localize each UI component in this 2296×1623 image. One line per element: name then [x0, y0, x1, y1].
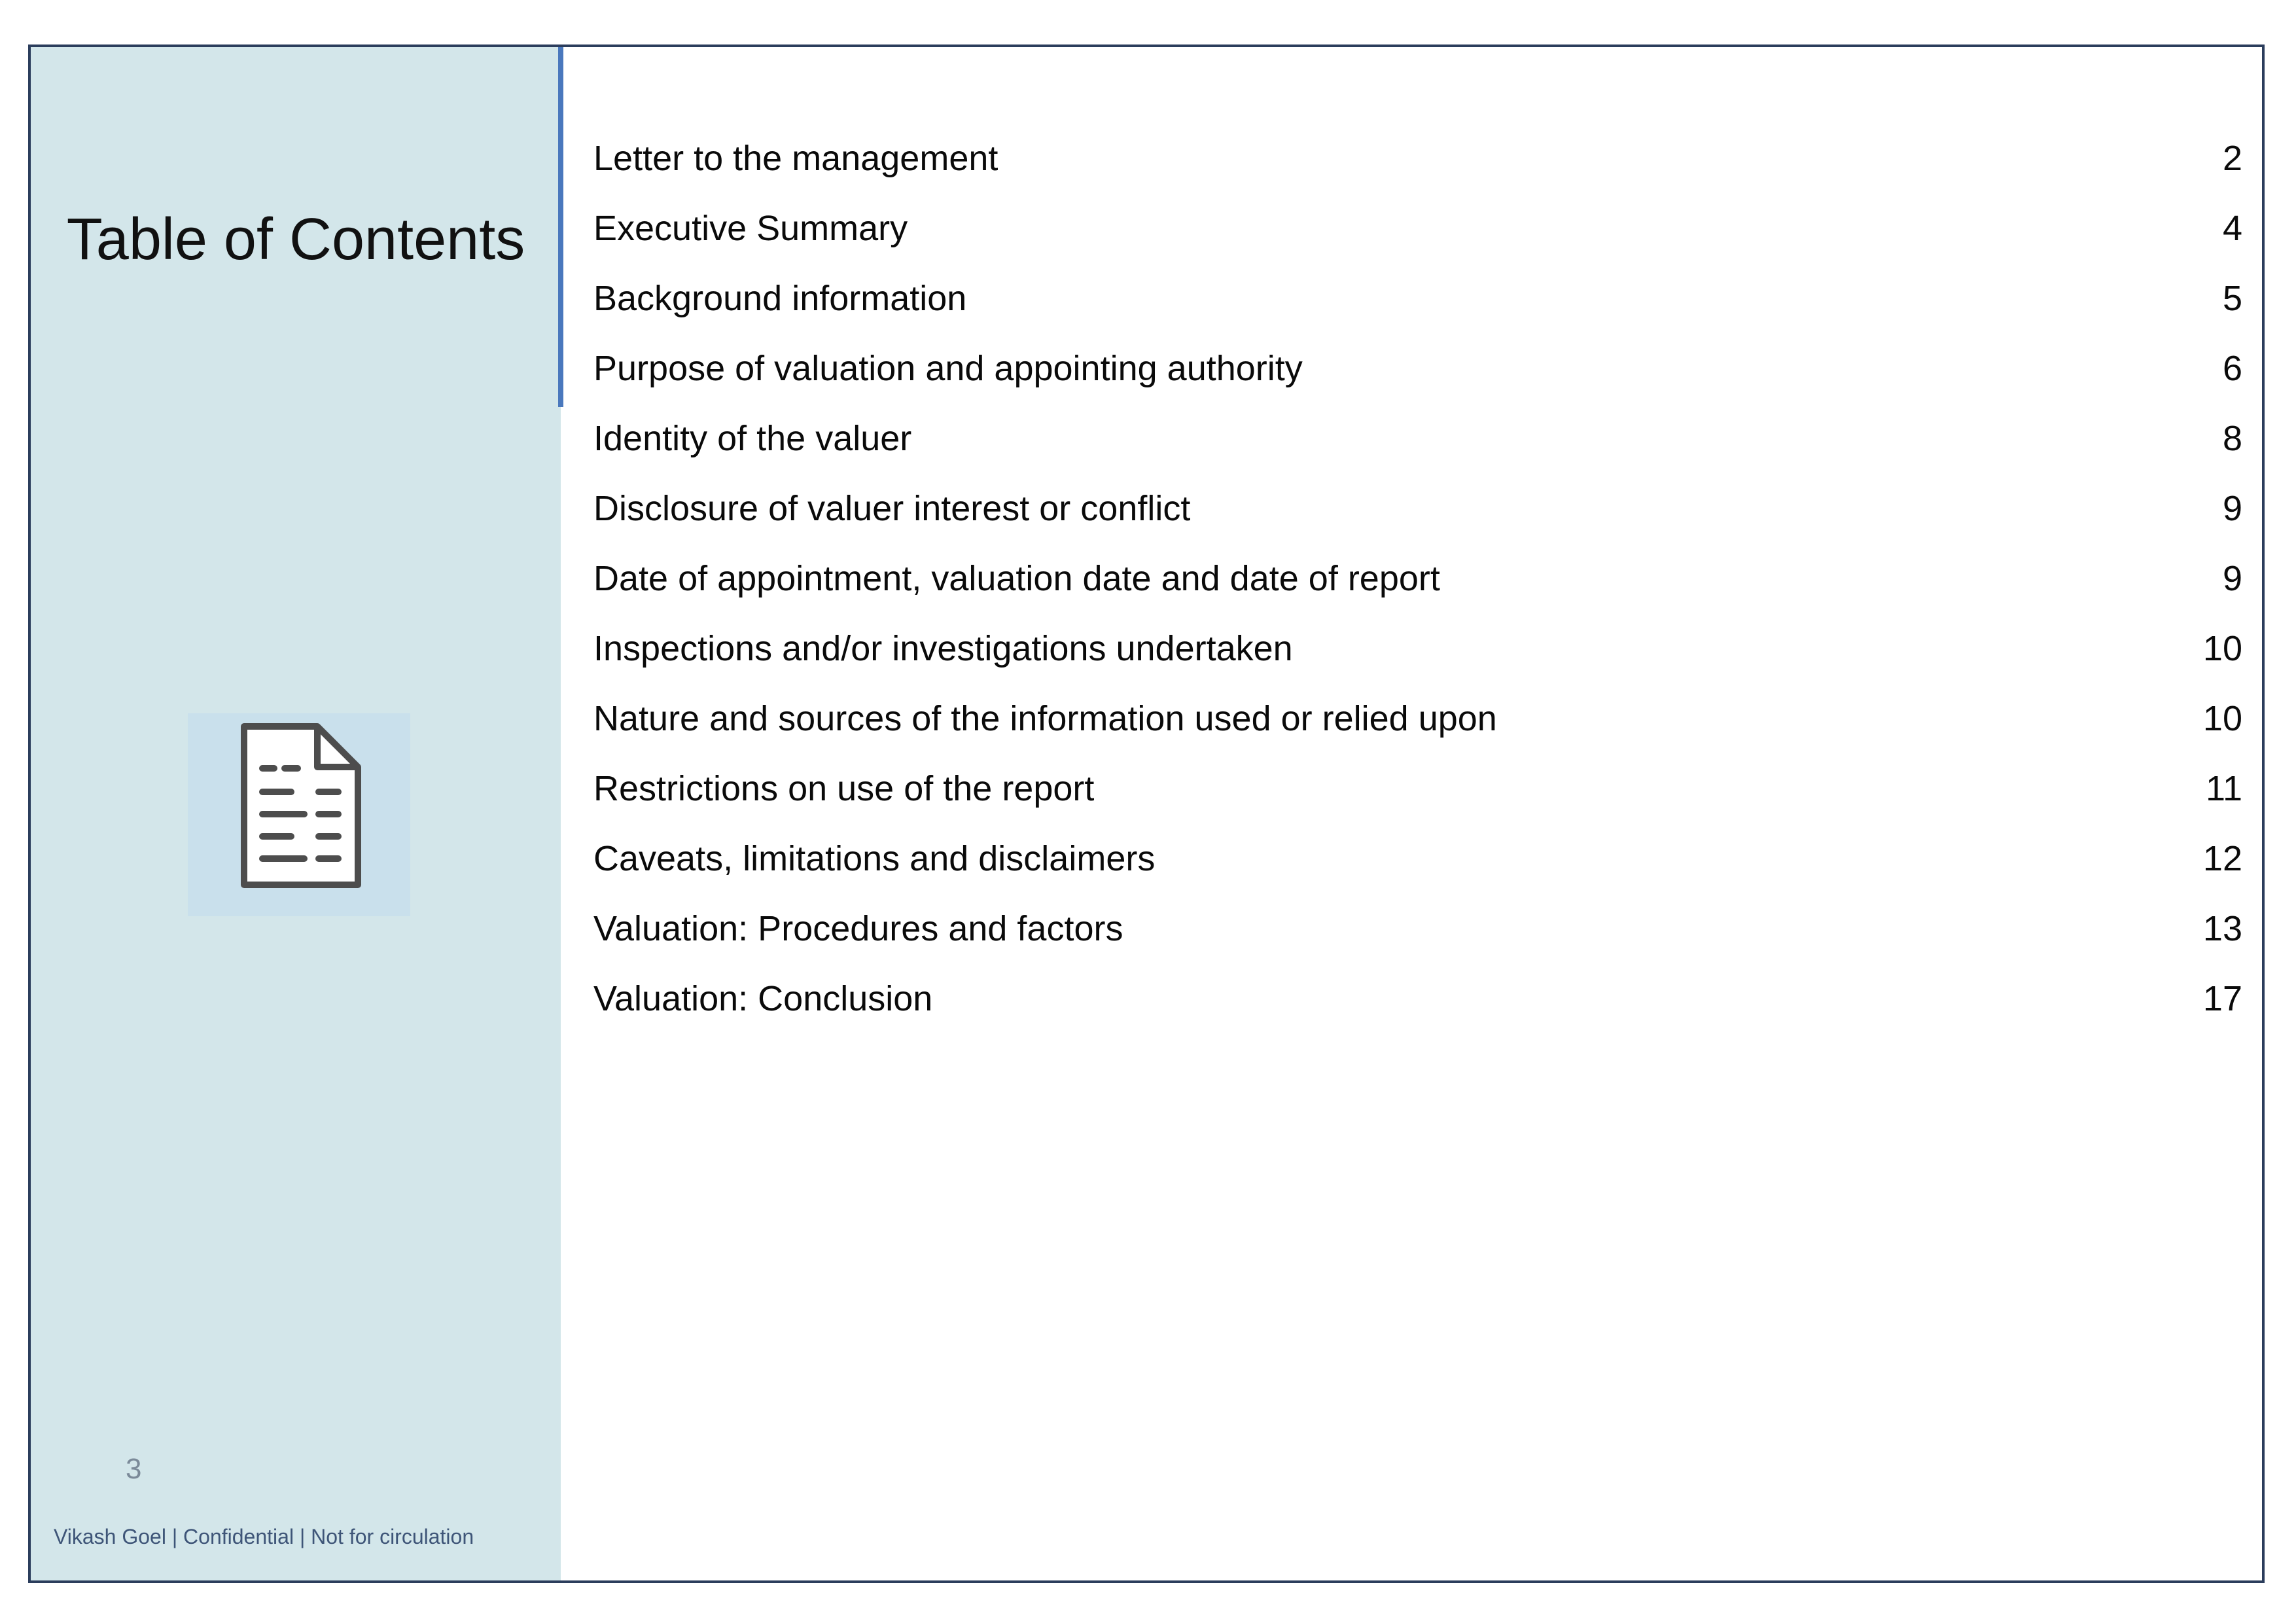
- toc-entry-page: 10: [2202, 698, 2242, 738]
- document-icon-tile: [188, 713, 410, 916]
- page-frame: [28, 45, 2265, 1583]
- toc-entry-label: Background information: [593, 278, 967, 318]
- toc-entry-page: 5: [2222, 278, 2242, 318]
- toc-entry-page: 11: [2205, 768, 2242, 808]
- toc-entry-page: 9: [2222, 558, 2242, 598]
- toc-entry-label: Restrictions on use of the report: [593, 768, 1095, 808]
- toc-entry[interactable]: [593, 403, 2242, 473]
- toc-entry-label: Purpose of valuation and appointing authority: [593, 348, 1303, 388]
- sidebar: [31, 47, 561, 1580]
- toc-entry-label: Nature and sources of the information used or relied upon: [593, 698, 1497, 738]
- toc-entry-label: Inspections and/or investigations undertaken: [593, 628, 1293, 668]
- toc-entry-label: Identity of the valuer: [593, 418, 912, 458]
- toc-entry[interactable]: [593, 893, 2242, 963]
- toc-entry-page: 9: [2222, 488, 2242, 528]
- toc-entry-page: 8: [2222, 418, 2242, 458]
- toc-entry-page: 17: [2202, 978, 2242, 1018]
- toc-entry-label: Valuation: Procedures and factors: [593, 908, 1123, 948]
- toc-entry[interactable]: [593, 123, 2242, 193]
- toc-entry[interactable]: [593, 333, 2242, 403]
- page-number: 3: [126, 1453, 142, 1485]
- toc-entry[interactable]: [593, 683, 2242, 753]
- toc-entry-label: Date of appointment, valuation date and date of report: [593, 558, 1440, 598]
- document-icon: [239, 721, 363, 891]
- toc-title: Table of Contents: [66, 207, 525, 272]
- toc-entry-label: Executive Summary: [593, 208, 908, 248]
- toc-entry-label: Valuation: Conclusion: [593, 978, 933, 1018]
- toc-entry-page: 12: [2202, 838, 2242, 878]
- toc-entry-label: Caveats, limitations and disclaimers: [593, 838, 1156, 878]
- toc-entry-page: 6: [2222, 348, 2242, 388]
- toc-entry[interactable]: [593, 613, 2242, 683]
- toc-list: [593, 123, 2242, 1033]
- toc-entry-label: Disclosure of valuer interest or conflict: [593, 488, 1191, 528]
- toc-entry[interactable]: [593, 753, 2242, 823]
- toc-entry[interactable]: [593, 263, 2242, 333]
- accent-bar: [558, 47, 563, 407]
- toc-entry[interactable]: [593, 473, 2242, 543]
- footer-confidentiality-note: Vikash Goel | Confidential | Not for circulation: [54, 1525, 474, 1548]
- toc-entry-page: 4: [2222, 208, 2242, 248]
- toc-entry[interactable]: [593, 193, 2242, 263]
- toc-entry-page: 13: [2202, 908, 2242, 948]
- toc-entry-label: Letter to the management: [593, 138, 998, 178]
- toc-entry[interactable]: [593, 823, 2242, 893]
- toc-entry-page: 10: [2202, 628, 2242, 668]
- toc-entry-page: 2: [2222, 138, 2242, 178]
- toc-entry[interactable]: [593, 543, 2242, 613]
- toc-entry[interactable]: [593, 963, 2242, 1033]
